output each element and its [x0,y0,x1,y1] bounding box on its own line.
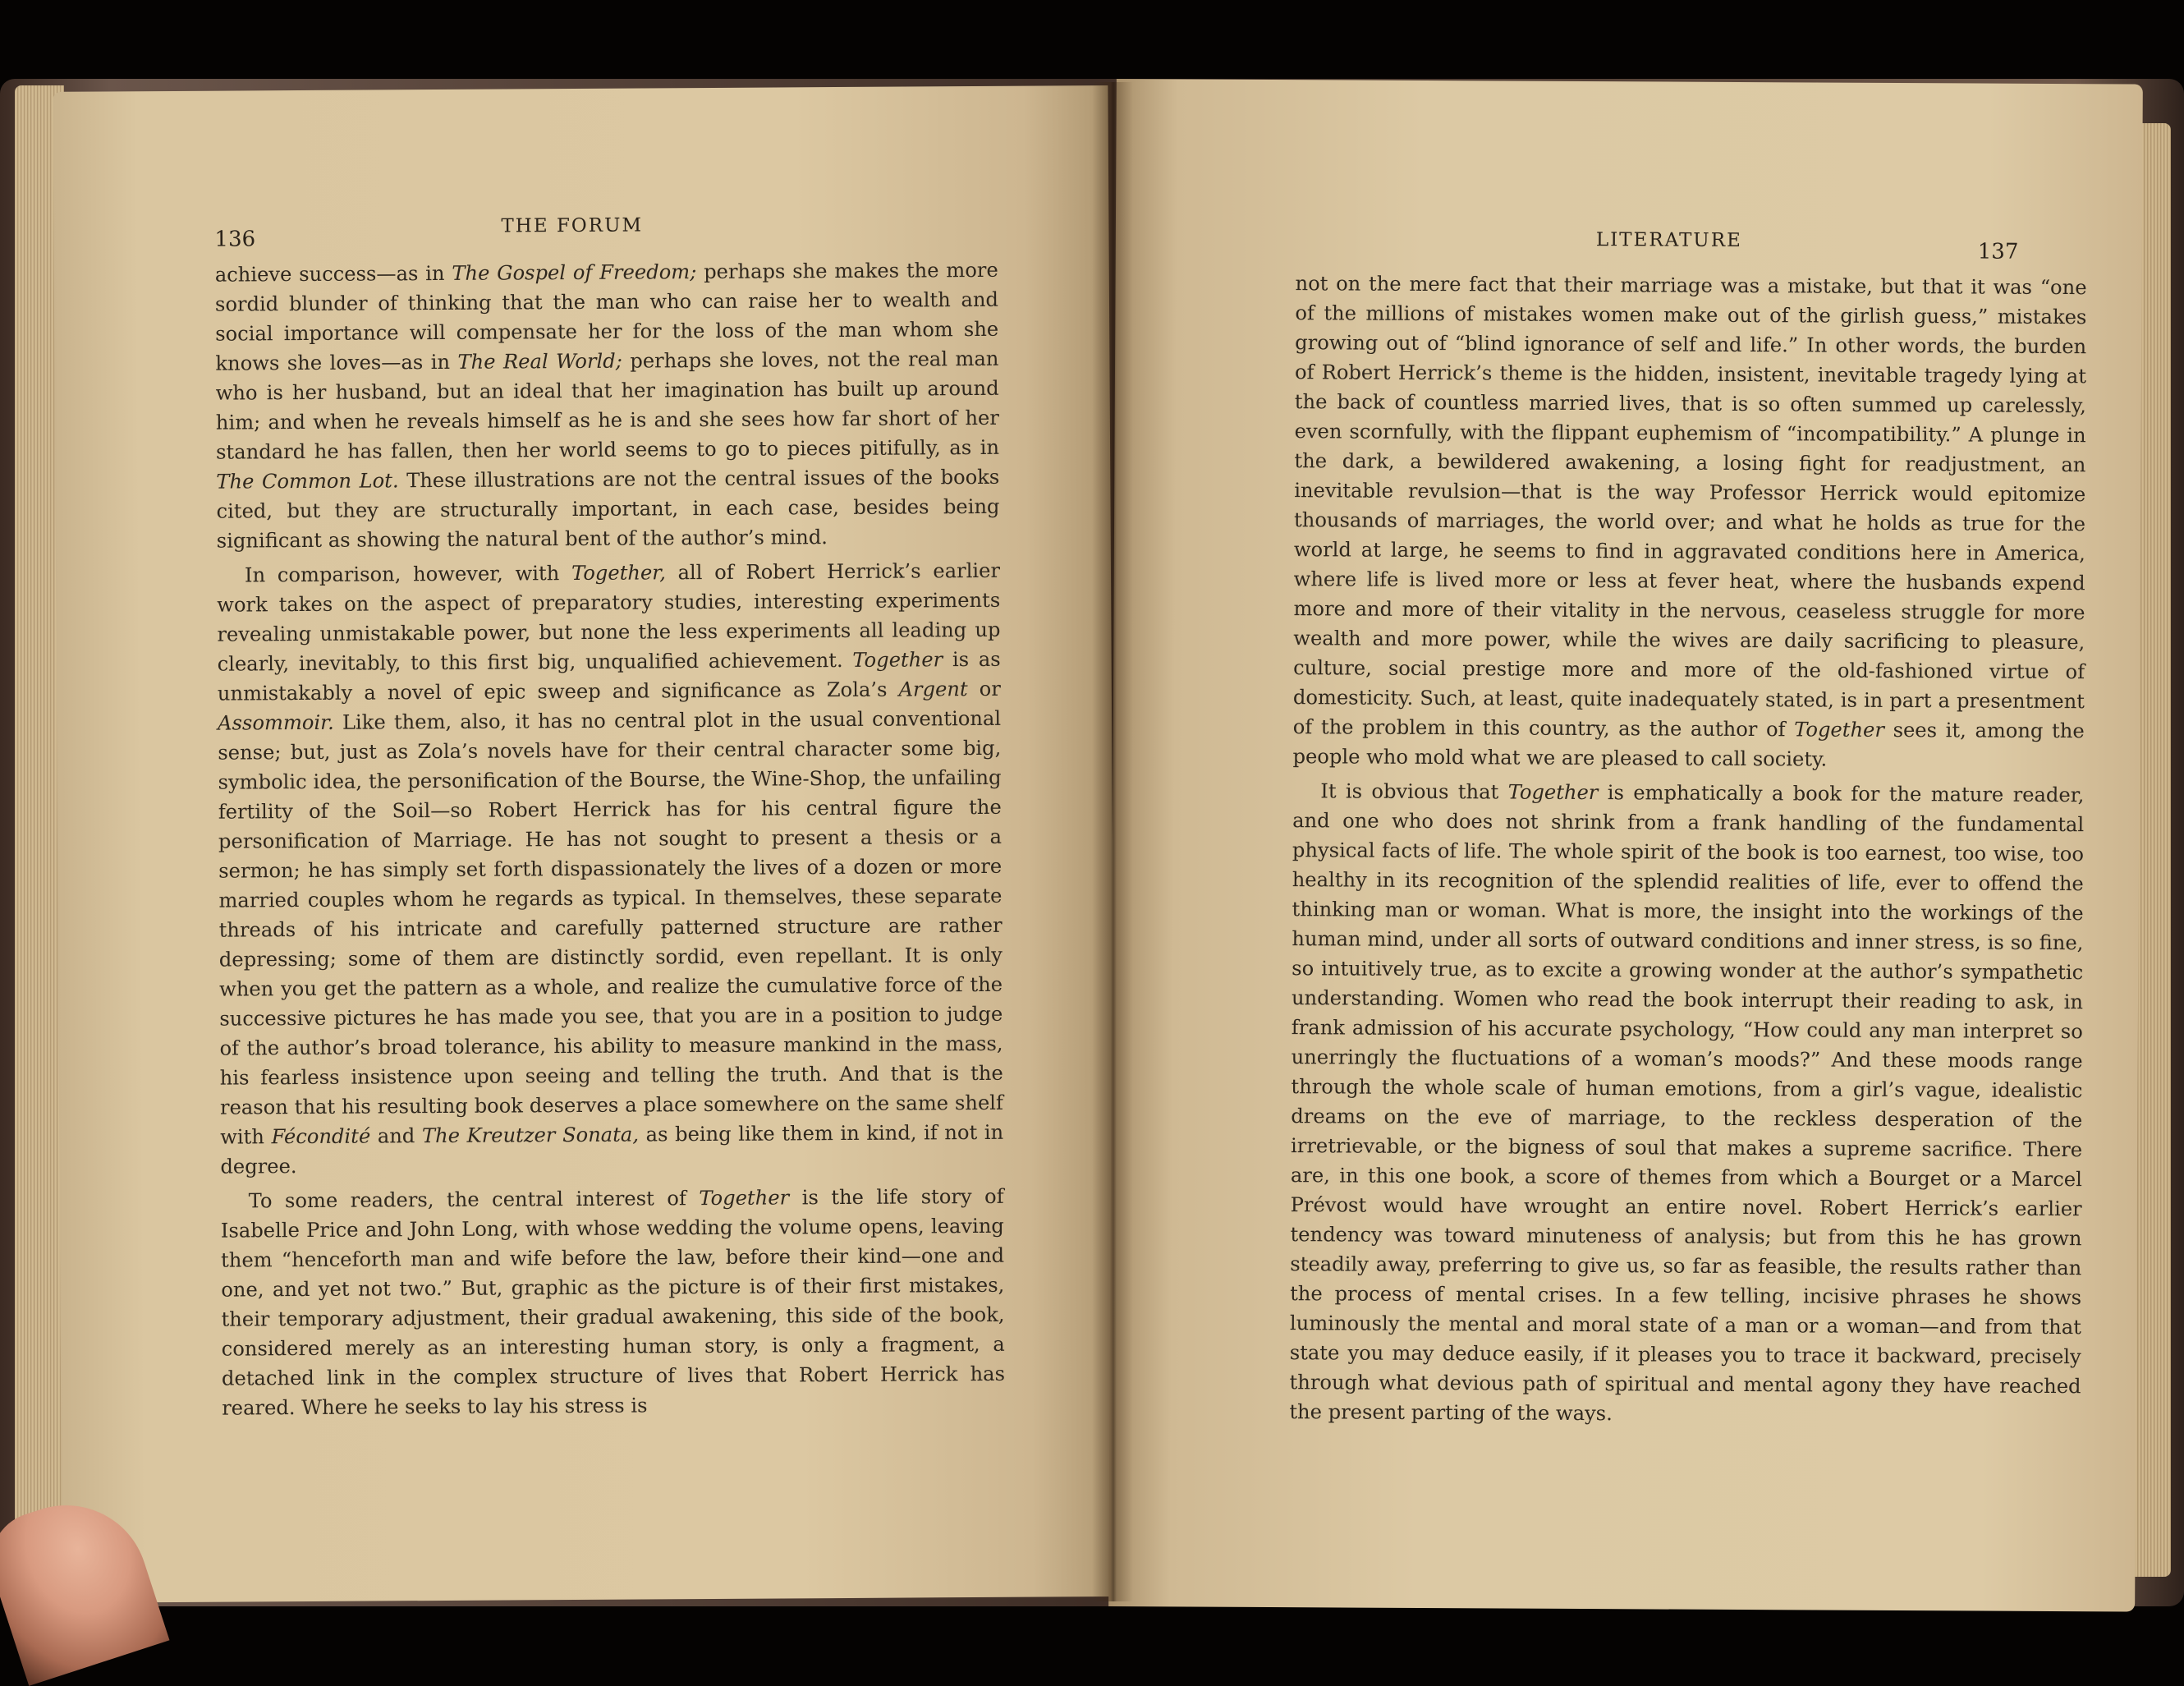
text-run: is as unmistakably a novel of epic sweep and significance as Zola’s [217,647,1001,705]
text-run: as being like them in kind, if not in degree. [220,1120,1004,1178]
text-run: not on the mere fact that their marriage was a mistake, but that it was “one of the millions of mistakes women make out of the girlish guess,” mistakes growing out of “blind ignorance of self and life.” In other words, the burden of Robert Herrick’s theme is the hidden, insistent, inevitable tragedy lying at the back of countless married lives, that is so often summed up carelessly, even scornfully, with the flippant euphemism of “incompatibility.” A plunge in the dark, a bewildered awakening, a losing fight for readjustment, an inevitable revulsion—that is the way Professor Herrick would epitomize thousands of marriages, the world over; and what he holds as true for the world at large, he seems to find in aggravated conditions here in America, where life is lived more or less at fever heat, where the husbands expend more and more of their vitality in the nervous, ceaseless struggle for more wealth and more power, while the wives are daily sacrificing to pleasure, culture, social prestige more and more of the old-fashioned virtue of domesticity. Such, at least, quite inadequately stated, is in part a presentment of the problem in this country, as the author of [1292,272,2087,742]
text-run: perhaps she loves, not the real man who is her husband, but an ideal that her imagination has built up around him; and when he reveals himself as he is and she sees how far short of her standard he has fallen, then her world seems to go to pieces pitifully, as in [215,347,1000,464]
paragraph [215,255,1000,556]
paragraph [1289,776,2084,1431]
text-run: is the life story of Isabelle Price and John Long, with whose wedding the volume opens, leaving them “henceforth man and wife before the law, before their kind—one and one, and yet not two.” But, graphic as the picture is of their first mistakes, their temporary adjustment, their gradual awakening, this side of the book, considered merely as an interesting human story, is only a fragment, a detached link in the complex structure of lives that Robert Herrick has reared. Where he seeks to lay his stress is [220,1184,1006,1420]
left-running-head: THE FORUM [501,214,644,237]
italic-title: Together, [571,561,666,586]
italic-title: Argent [898,678,968,701]
text-run: It is obvious that [1320,779,1508,804]
right-running-head: LITERATURE [1595,229,1742,252]
italic-title: Assommoir. [218,710,334,735]
text-run: and [370,1124,423,1148]
text-run: all of Robert Herrick’s earlier work takes on the aspect of preparatory studies, interesting experiments revealing unmistakable power, but none the less experiments all leading up clearly, inevitably, to this first big, unqualified achievement. [217,558,1001,676]
right-page [1108,79,2143,1612]
italic-title: Together [1507,780,1599,805]
text-run: achieve success—as in [214,261,452,287]
paragraph [1292,269,2086,775]
text-run: Like them, also, it has no central plot in the usual conventional sense; but, just as Zola’s novels have for their central character some big, symbolic idea, the personification of the Bourse, the Wine-Shop, the unfailing fertility of the Soil—so Robert Herrick has for his central figure the personification of Marriage. He has not sought to present a thesis or a sermon; he has simply set forth dispassionately the lives of a dozen or more married couples whom he regards as typical. In themselves, these separate threads of his intricate and carefully patterned structure are rather depressing; some of them are distinctly sordid, even repellant. It is only when you get the pattern as a whole, and realize the cumulative force of the successive pictures he has made you see, that you are in a position to judge of the author’s broad tolerance, his ability to measure mankind in the mass, his fearless insistence upon seeing and telling the truth. And that is the reason that his resulting book deserves a place somewhere on the same shelf with [218,706,1004,1149]
text-run: These illustrations are not the central issues of the books cited, but they are structurally important, in each case, besides being significant as showing the natural bent of the author’s mind. [216,465,1000,553]
italic-title: The Real World; [457,349,622,374]
italic-title: The Kreutzer Sonata, [421,1123,640,1148]
text-run: is emphatically a book for the mature reader, and one who does not shrink from a frank handling of the fundamental physical facts of life. The whole spirit of the book is too earnest, too wise, too healthy in its recognition of the splendid realities of life, ever to offend the thinking man or woman. What is more, the insight into the workings of the human mind, under all sorts of outward conditions and inner stress, is so fine, so intuitively true, as to excite a growing wonder at the author’s sympathetic understanding. Women who read the book interrupt their reading to ask, in frank admission of his accurate psychology, “How could any man interpret so unerringly the fluctuations of a woman’s moods?” And these moods range through the whole scale of human emotions, from a girl’s vague, idealistic dreams on the eve of marriage, to the reckless desperation of the irretrievable, or the bigness of soul that makes a supreme sacrifice. There are, in this one book, a score of themes from which a Bourget or a Marcel Prévost would have wrought an entire novel. Robert Herrick’s earlier tendency was toward minuteness of analysis; but from this he has grown steadily away, preferring to give us, so far as feasible, the results rather than the process of mental crises. In a few telling, incisive phrases he shows luminously the mental and moral state of a man or a woman—and from that state you may deduce easily, if it pleases you to trace it backward, precisely through what devious path of spiritual and mental agony they have reached the present parting of the ways. [1289,781,2085,1426]
italic-title: Together [852,648,943,672]
paragraph [221,1182,1006,1423]
left-page-number: 136 [214,227,256,252]
book-gutter [1092,82,1133,1601]
text-run: To some readers, the central interest of [248,1187,700,1213]
text-run: or [967,677,1001,701]
text-run: In comparison, however, with [244,562,572,587]
italic-title: The Common Lot. [216,469,399,494]
left-page-text [215,255,1006,1423]
italic-title: Fécondité [271,1124,371,1149]
italic-title: Together [1794,718,1885,742]
paragraph [217,556,1004,1182]
right-page-text [1289,269,2086,1431]
italic-title: The Gospel of Freedom; [452,260,697,285]
left-page [53,85,1117,1603]
text-run: sees it, among the people who mold what we are pleased to call society. [1292,718,2085,771]
right-page-number: 137 [1977,239,2019,264]
text-run: perhaps she makes the more sordid blunder of thinking that the man who can raise her to wealth and social importance will compensate her for the loss of the man whom she knows she loves—as in [214,258,999,375]
italic-title: Together [699,1186,790,1211]
